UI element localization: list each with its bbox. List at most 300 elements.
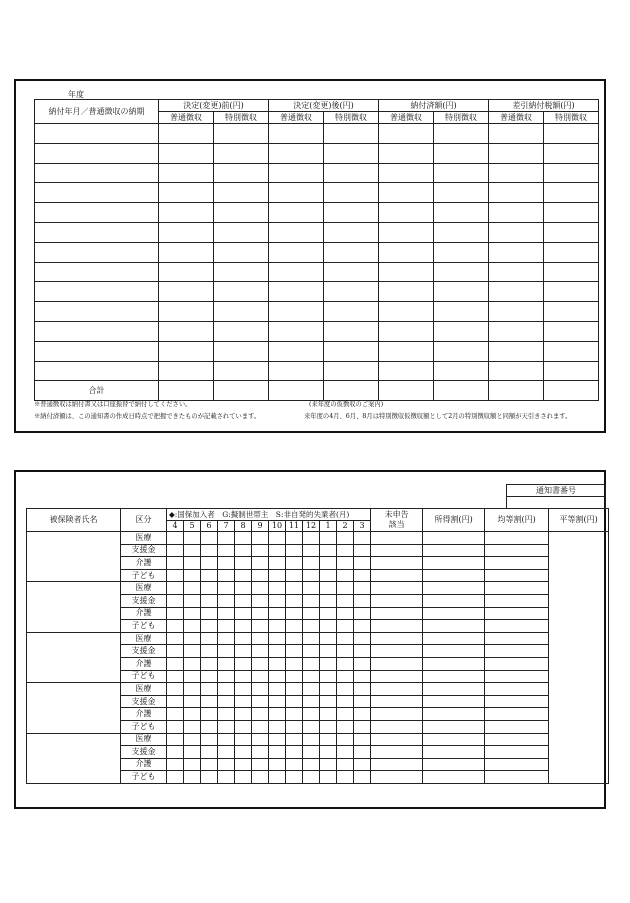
month-status-cell[interactable] <box>320 632 337 645</box>
unfiled-cell[interactable] <box>371 670 423 683</box>
month-status-cell[interactable] <box>303 594 320 607</box>
amount-cell[interactable] <box>379 242 434 262</box>
month-status-cell[interactable] <box>320 733 337 746</box>
per-capita-levy-cell[interactable] <box>485 746 549 759</box>
month-status-cell[interactable] <box>167 733 184 746</box>
month-status-cell[interactable] <box>286 708 303 721</box>
month-status-cell[interactable] <box>218 645 235 658</box>
unfiled-cell[interactable] <box>371 582 423 595</box>
amount-cell[interactable] <box>434 302 489 322</box>
amount-cell[interactable] <box>324 183 379 203</box>
month-status-cell[interactable] <box>235 695 252 708</box>
month-status-cell[interactable] <box>252 594 269 607</box>
month-status-cell[interactable] <box>235 746 252 759</box>
month-status-cell[interactable] <box>201 720 218 733</box>
amount-cell[interactable] <box>489 361 544 381</box>
month-status-cell[interactable] <box>235 657 252 670</box>
income-levy-cell[interactable] <box>423 582 485 595</box>
month-status-cell[interactable] <box>337 758 354 771</box>
amount-cell[interactable] <box>544 143 599 163</box>
per-capita-levy-cell[interactable] <box>485 695 549 708</box>
month-status-cell[interactable] <box>354 532 371 545</box>
month-status-cell[interactable] <box>201 657 218 670</box>
month-status-cell[interactable] <box>184 708 201 721</box>
amount-cell[interactable] <box>544 242 599 262</box>
month-status-cell[interactable] <box>235 569 252 582</box>
amount-cell[interactable] <box>159 341 214 361</box>
unfiled-cell[interactable] <box>371 532 423 545</box>
unfiled-cell[interactable] <box>371 544 423 557</box>
month-status-cell[interactable] <box>235 758 252 771</box>
month-status-cell[interactable] <box>303 758 320 771</box>
amount-cell[interactable] <box>324 321 379 341</box>
month-status-cell[interactable] <box>354 645 371 658</box>
month-status-cell[interactable] <box>303 771 320 784</box>
month-status-cell[interactable] <box>337 708 354 721</box>
month-status-cell[interactable] <box>252 708 269 721</box>
amount-cell[interactable] <box>159 361 214 381</box>
month-status-cell[interactable] <box>167 632 184 645</box>
amount-cell[interactable] <box>379 361 434 381</box>
month-status-cell[interactable] <box>167 771 184 784</box>
month-status-cell[interactable] <box>269 683 286 696</box>
month-status-cell[interactable] <box>184 720 201 733</box>
month-status-cell[interactable] <box>167 758 184 771</box>
amount-cell[interactable] <box>159 183 214 203</box>
amount-cell[interactable] <box>489 262 544 282</box>
unfiled-cell[interactable] <box>371 620 423 633</box>
month-status-cell[interactable] <box>167 557 184 570</box>
income-levy-cell[interactable] <box>423 557 485 570</box>
month-status-cell[interactable] <box>167 532 184 545</box>
month-status-cell[interactable] <box>354 582 371 595</box>
month-status-cell[interactable] <box>269 557 286 570</box>
payment-period-cell[interactable] <box>35 183 159 203</box>
month-status-cell[interactable] <box>218 670 235 683</box>
amount-cell[interactable] <box>434 163 489 183</box>
amount-cell[interactable] <box>159 143 214 163</box>
amount-cell[interactable] <box>379 183 434 203</box>
month-status-cell[interactable] <box>337 645 354 658</box>
amount-cell[interactable] <box>214 183 269 203</box>
amount-cell[interactable] <box>489 321 544 341</box>
income-levy-cell[interactable] <box>423 695 485 708</box>
month-status-cell[interactable] <box>218 746 235 759</box>
month-status-cell[interactable] <box>235 557 252 570</box>
month-status-cell[interactable] <box>269 746 286 759</box>
month-status-cell[interactable] <box>320 708 337 721</box>
amount-cell[interactable] <box>544 302 599 322</box>
amount-cell[interactable] <box>544 361 599 381</box>
month-status-cell[interactable] <box>201 607 218 620</box>
month-status-cell[interactable] <box>167 657 184 670</box>
payment-period-cell[interactable] <box>35 124 159 144</box>
month-status-cell[interactable] <box>269 607 286 620</box>
month-status-cell[interactable] <box>252 582 269 595</box>
month-status-cell[interactable] <box>286 594 303 607</box>
month-status-cell[interactable] <box>252 557 269 570</box>
month-status-cell[interactable] <box>269 720 286 733</box>
total-amount-cell[interactable] <box>214 381 269 401</box>
month-status-cell[interactable] <box>269 645 286 658</box>
month-status-cell[interactable] <box>167 544 184 557</box>
month-status-cell[interactable] <box>354 771 371 784</box>
month-status-cell[interactable] <box>337 670 354 683</box>
income-levy-cell[interactable] <box>423 594 485 607</box>
month-status-cell[interactable] <box>269 758 286 771</box>
unfiled-cell[interactable] <box>371 569 423 582</box>
month-status-cell[interactable] <box>337 582 354 595</box>
month-status-cell[interactable] <box>167 620 184 633</box>
amount-cell[interactable] <box>324 302 379 322</box>
unfiled-cell[interactable] <box>371 645 423 658</box>
month-status-cell[interactable] <box>218 657 235 670</box>
total-amount-cell[interactable] <box>489 381 544 401</box>
month-status-cell[interactable] <box>354 569 371 582</box>
month-status-cell[interactable] <box>337 657 354 670</box>
month-status-cell[interactable] <box>252 632 269 645</box>
per-capita-levy-cell[interactable] <box>485 720 549 733</box>
amount-cell[interactable] <box>269 282 324 302</box>
month-status-cell[interactable] <box>303 544 320 557</box>
income-levy-cell[interactable] <box>423 733 485 746</box>
amount-cell[interactable] <box>379 222 434 242</box>
amount-cell[interactable] <box>434 124 489 144</box>
amount-cell[interactable] <box>214 282 269 302</box>
amount-cell[interactable] <box>214 242 269 262</box>
amount-cell[interactable] <box>434 321 489 341</box>
amount-cell[interactable] <box>269 183 324 203</box>
per-capita-levy-cell[interactable] <box>485 683 549 696</box>
per-capita-levy-cell[interactable] <box>485 557 549 570</box>
month-status-cell[interactable] <box>252 657 269 670</box>
amount-cell[interactable] <box>544 321 599 341</box>
amount-cell[interactable] <box>489 124 544 144</box>
month-status-cell[interactable] <box>167 683 184 696</box>
amount-cell[interactable] <box>269 341 324 361</box>
amount-cell[interactable] <box>214 361 269 381</box>
amount-cell[interactable] <box>214 222 269 242</box>
per-capita-levy-cell[interactable] <box>485 532 549 545</box>
amount-cell[interactable] <box>269 361 324 381</box>
amount-cell[interactable] <box>269 203 324 223</box>
payment-period-cell[interactable] <box>35 163 159 183</box>
month-status-cell[interactable] <box>218 532 235 545</box>
month-status-cell[interactable] <box>354 758 371 771</box>
payment-period-cell[interactable] <box>35 361 159 381</box>
income-levy-cell[interactable] <box>423 746 485 759</box>
amount-cell[interactable] <box>269 124 324 144</box>
per-capita-levy-cell[interactable] <box>485 620 549 633</box>
payment-period-cell[interactable] <box>35 143 159 163</box>
month-status-cell[interactable] <box>303 695 320 708</box>
month-status-cell[interactable] <box>218 771 235 784</box>
month-status-cell[interactable] <box>320 720 337 733</box>
month-status-cell[interactable] <box>354 620 371 633</box>
unfiled-cell[interactable] <box>371 657 423 670</box>
month-status-cell[interactable] <box>167 695 184 708</box>
unfiled-cell[interactable] <box>371 771 423 784</box>
month-status-cell[interactable] <box>286 582 303 595</box>
month-status-cell[interactable] <box>235 720 252 733</box>
month-status-cell[interactable] <box>354 544 371 557</box>
month-status-cell[interactable] <box>252 733 269 746</box>
month-status-cell[interactable] <box>235 708 252 721</box>
month-status-cell[interactable] <box>337 746 354 759</box>
month-status-cell[interactable] <box>303 746 320 759</box>
amount-cell[interactable] <box>214 203 269 223</box>
month-status-cell[interactable] <box>269 695 286 708</box>
month-status-cell[interactable] <box>235 594 252 607</box>
amount-cell[interactable] <box>214 302 269 322</box>
month-status-cell[interactable] <box>167 607 184 620</box>
total-amount-cell[interactable] <box>434 381 489 401</box>
amount-cell[interactable] <box>544 183 599 203</box>
month-status-cell[interactable] <box>320 657 337 670</box>
amount-cell[interactable] <box>489 183 544 203</box>
month-status-cell[interactable] <box>320 746 337 759</box>
amount-cell[interactable] <box>434 341 489 361</box>
income-levy-cell[interactable] <box>423 657 485 670</box>
unfiled-cell[interactable] <box>371 758 423 771</box>
month-status-cell[interactable] <box>303 620 320 633</box>
amount-cell[interactable] <box>324 361 379 381</box>
month-status-cell[interactable] <box>235 771 252 784</box>
month-status-cell[interactable] <box>201 733 218 746</box>
month-status-cell[interactable] <box>269 632 286 645</box>
month-status-cell[interactable] <box>218 569 235 582</box>
month-status-cell[interactable] <box>235 683 252 696</box>
month-status-cell[interactable] <box>201 758 218 771</box>
amount-cell[interactable] <box>159 203 214 223</box>
month-status-cell[interactable] <box>320 532 337 545</box>
amount-cell[interactable] <box>434 242 489 262</box>
month-status-cell[interactable] <box>286 720 303 733</box>
month-status-cell[interactable] <box>320 544 337 557</box>
month-status-cell[interactable] <box>286 733 303 746</box>
month-status-cell[interactable] <box>218 544 235 557</box>
month-status-cell[interactable] <box>218 620 235 633</box>
month-status-cell[interactable] <box>235 645 252 658</box>
amount-cell[interactable] <box>434 203 489 223</box>
amount-cell[interactable] <box>159 124 214 144</box>
month-status-cell[interactable] <box>337 594 354 607</box>
month-status-cell[interactable] <box>167 645 184 658</box>
month-status-cell[interactable] <box>269 620 286 633</box>
per-capita-levy-cell[interactable] <box>485 645 549 658</box>
month-status-cell[interactable] <box>218 720 235 733</box>
amount-cell[interactable] <box>269 222 324 242</box>
amount-cell[interactable] <box>324 282 379 302</box>
month-status-cell[interactable] <box>303 557 320 570</box>
amount-cell[interactable] <box>379 262 434 282</box>
month-status-cell[interactable] <box>320 670 337 683</box>
month-status-cell[interactable] <box>354 683 371 696</box>
month-status-cell[interactable] <box>167 708 184 721</box>
month-status-cell[interactable] <box>252 645 269 658</box>
month-status-cell[interactable] <box>167 569 184 582</box>
month-status-cell[interactable] <box>167 720 184 733</box>
month-status-cell[interactable] <box>269 670 286 683</box>
amount-cell[interactable] <box>159 222 214 242</box>
month-status-cell[interactable] <box>303 632 320 645</box>
month-status-cell[interactable] <box>354 632 371 645</box>
per-capita-levy-cell[interactable] <box>485 582 549 595</box>
amount-cell[interactable] <box>544 203 599 223</box>
income-levy-cell[interactable] <box>423 607 485 620</box>
month-status-cell[interactable] <box>303 645 320 658</box>
amount-cell[interactable] <box>379 321 434 341</box>
month-status-cell[interactable] <box>269 532 286 545</box>
month-status-cell[interactable] <box>303 657 320 670</box>
per-capita-levy-cell[interactable] <box>485 632 549 645</box>
amount-cell[interactable] <box>324 222 379 242</box>
amount-cell[interactable] <box>489 282 544 302</box>
unfiled-cell[interactable] <box>371 632 423 645</box>
month-status-cell[interactable] <box>337 632 354 645</box>
month-status-cell[interactable] <box>184 594 201 607</box>
month-status-cell[interactable] <box>337 720 354 733</box>
month-status-cell[interactable] <box>201 746 218 759</box>
month-status-cell[interactable] <box>354 695 371 708</box>
month-status-cell[interactable] <box>184 532 201 545</box>
month-status-cell[interactable] <box>337 607 354 620</box>
amount-cell[interactable] <box>214 163 269 183</box>
month-status-cell[interactable] <box>269 733 286 746</box>
amount-cell[interactable] <box>434 143 489 163</box>
month-status-cell[interactable] <box>286 758 303 771</box>
amount-cell[interactable] <box>159 163 214 183</box>
amount-cell[interactable] <box>269 302 324 322</box>
month-status-cell[interactable] <box>167 746 184 759</box>
income-levy-cell[interactable] <box>423 771 485 784</box>
month-status-cell[interactable] <box>303 683 320 696</box>
month-status-cell[interactable] <box>184 544 201 557</box>
per-capita-levy-cell[interactable] <box>485 569 549 582</box>
month-status-cell[interactable] <box>303 582 320 595</box>
total-amount-cell[interactable] <box>159 381 214 401</box>
amount-cell[interactable] <box>324 163 379 183</box>
month-status-cell[interactable] <box>337 695 354 708</box>
month-status-cell[interactable] <box>286 557 303 570</box>
unfiled-cell[interactable] <box>371 733 423 746</box>
month-status-cell[interactable] <box>320 569 337 582</box>
month-status-cell[interactable] <box>167 594 184 607</box>
income-levy-cell[interactable] <box>423 544 485 557</box>
month-status-cell[interactable] <box>269 771 286 784</box>
month-status-cell[interactable] <box>184 632 201 645</box>
month-status-cell[interactable] <box>286 771 303 784</box>
month-status-cell[interactable] <box>184 758 201 771</box>
amount-cell[interactable] <box>489 302 544 322</box>
month-status-cell[interactable] <box>218 758 235 771</box>
amount-cell[interactable] <box>489 163 544 183</box>
per-capita-levy-cell[interactable] <box>485 544 549 557</box>
month-status-cell[interactable] <box>320 645 337 658</box>
income-levy-cell[interactable] <box>423 532 485 545</box>
amount-cell[interactable] <box>159 321 214 341</box>
month-status-cell[interactable] <box>320 695 337 708</box>
month-status-cell[interactable] <box>286 532 303 545</box>
month-status-cell[interactable] <box>184 557 201 570</box>
month-status-cell[interactable] <box>201 594 218 607</box>
amount-cell[interactable] <box>214 143 269 163</box>
total-amount-cell[interactable] <box>269 381 324 401</box>
amount-cell[interactable] <box>489 143 544 163</box>
month-status-cell[interactable] <box>218 594 235 607</box>
payment-period-cell[interactable] <box>35 282 159 302</box>
month-status-cell[interactable] <box>252 607 269 620</box>
payment-period-cell[interactable] <box>35 341 159 361</box>
per-capita-levy-cell[interactable] <box>485 758 549 771</box>
amount-cell[interactable] <box>269 163 324 183</box>
amount-cell[interactable] <box>489 341 544 361</box>
month-status-cell[interactable] <box>354 607 371 620</box>
month-status-cell[interactable] <box>201 645 218 658</box>
month-status-cell[interactable] <box>235 733 252 746</box>
unfiled-cell[interactable] <box>371 708 423 721</box>
month-status-cell[interactable] <box>201 544 218 557</box>
insured-name-cell[interactable] <box>27 733 121 783</box>
month-status-cell[interactable] <box>184 620 201 633</box>
per-capita-levy-cell[interactable] <box>485 733 549 746</box>
income-levy-cell[interactable] <box>423 632 485 645</box>
unfiled-cell[interactable] <box>371 746 423 759</box>
unfiled-cell[interactable] <box>371 607 423 620</box>
month-status-cell[interactable] <box>201 569 218 582</box>
month-status-cell[interactable] <box>354 594 371 607</box>
month-status-cell[interactable] <box>218 607 235 620</box>
month-status-cell[interactable] <box>184 746 201 759</box>
amount-cell[interactable] <box>159 262 214 282</box>
amount-cell[interactable] <box>159 242 214 262</box>
month-status-cell[interactable] <box>354 657 371 670</box>
income-levy-cell[interactable] <box>423 720 485 733</box>
month-status-cell[interactable] <box>320 771 337 784</box>
month-status-cell[interactable] <box>252 532 269 545</box>
per-capita-levy-cell[interactable] <box>485 657 549 670</box>
unfiled-cell[interactable] <box>371 695 423 708</box>
month-status-cell[interactable] <box>184 582 201 595</box>
per-capita-levy-cell[interactable] <box>485 607 549 620</box>
amount-cell[interactable] <box>544 282 599 302</box>
month-status-cell[interactable] <box>252 620 269 633</box>
month-status-cell[interactable] <box>320 582 337 595</box>
amount-cell[interactable] <box>544 124 599 144</box>
month-status-cell[interactable] <box>320 607 337 620</box>
amount-cell[interactable] <box>544 262 599 282</box>
month-status-cell[interactable] <box>269 544 286 557</box>
per-capita-levy-cell[interactable] <box>485 708 549 721</box>
month-status-cell[interactable] <box>184 695 201 708</box>
month-status-cell[interactable] <box>201 620 218 633</box>
month-status-cell[interactable] <box>252 670 269 683</box>
month-status-cell[interactable] <box>252 746 269 759</box>
month-status-cell[interactable] <box>354 670 371 683</box>
amount-cell[interactable] <box>379 143 434 163</box>
amount-cell[interactable] <box>544 163 599 183</box>
month-status-cell[interactable] <box>252 720 269 733</box>
month-status-cell[interactable] <box>252 544 269 557</box>
month-status-cell[interactable] <box>252 569 269 582</box>
amount-cell[interactable] <box>214 341 269 361</box>
amount-cell[interactable] <box>434 183 489 203</box>
month-status-cell[interactable] <box>235 544 252 557</box>
month-status-cell[interactable] <box>252 683 269 696</box>
amount-cell[interactable] <box>269 321 324 341</box>
payment-period-cell[interactable] <box>35 321 159 341</box>
month-status-cell[interactable] <box>184 670 201 683</box>
